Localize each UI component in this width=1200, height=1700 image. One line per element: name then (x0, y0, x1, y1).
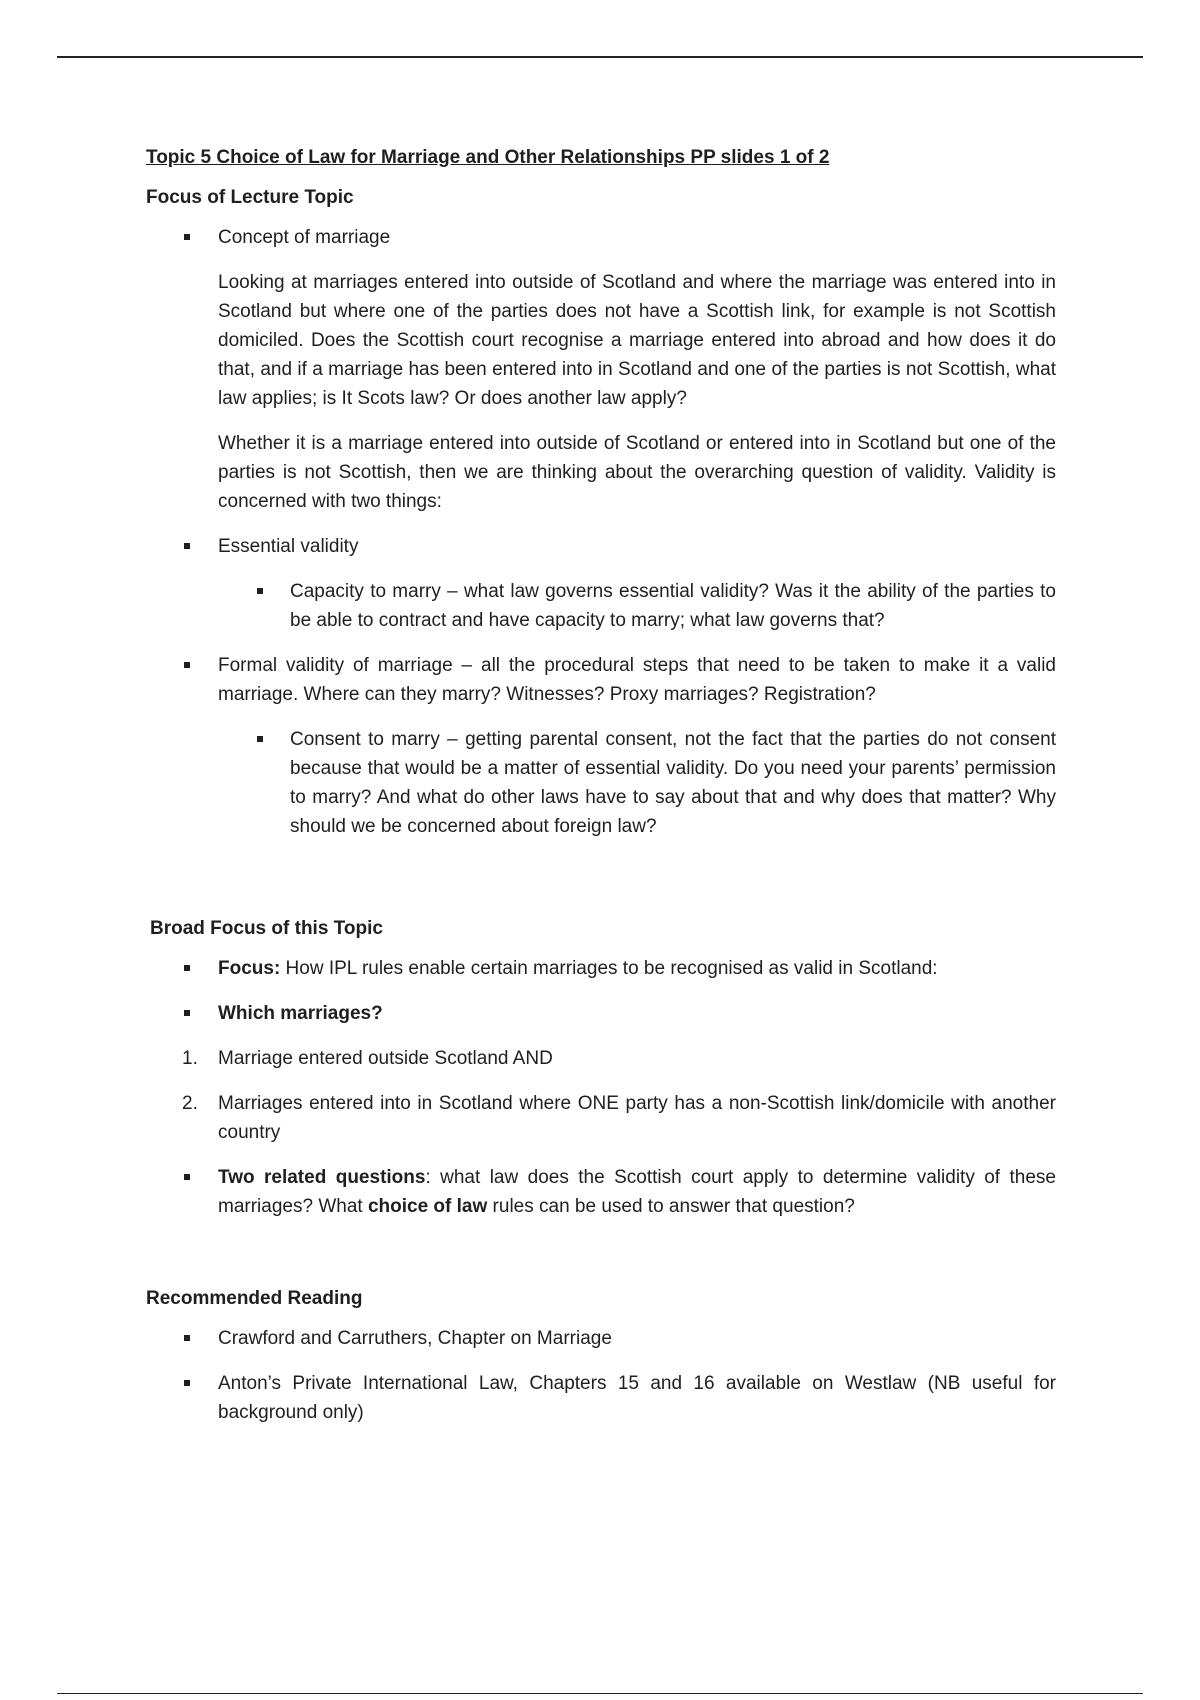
bullet-text: rules can be used to answer that question? (487, 1196, 855, 1217)
footer-rule (57, 1693, 1143, 1694)
document-body (146, 143, 1056, 1443)
bullet-square-icon (184, 1174, 190, 1180)
bullet-text: Essential validity (218, 536, 359, 557)
bullet-text: Consent to marry – getting parental consent, not the fact that the parties do not consent because that would be a matter of essential validity. Do you need your parents’ permission to marry? And what do other laws have to say about that and why does that matter? Why should we be concerned about foreign law? (290, 729, 1056, 837)
item-number: 2. (182, 1093, 198, 1114)
bullet-square-icon (184, 1380, 190, 1386)
bullet-square-icon (257, 736, 263, 742)
list-item (146, 1163, 1056, 1221)
bullet-square-icon (184, 543, 190, 549)
item-number: 1. (182, 1048, 198, 1069)
bullet-square-icon (184, 1010, 190, 1016)
document-title: Topic 5 Choice of Law for Marriage and Other Relationships PP slides 1 of 2 (146, 147, 830, 168)
list-item (146, 954, 1056, 983)
bullet-text: Concept of marriage (218, 227, 391, 248)
list-item (146, 1324, 1056, 1353)
paragraph: Whether it is a marriage entered into outside of Scotland or entered into in Scotland but one of the parties is not Scottish, then we are thinking about the overarching question of validity. Validity is concerned with two things: (218, 433, 1056, 512)
bullet-label: Focus: (218, 958, 281, 979)
bullet-text: Formal validity of marriage – all the procedural steps that need to be taken to make it a valid marriage. Where can they marry? Witnesses? Proxy marriages? Registration? (218, 655, 1056, 705)
bullet-label: Two related questions (218, 1167, 426, 1188)
bullet-square-icon (184, 1335, 190, 1341)
bullet-text: : what law does the Scottish court apply to determine validity of these marriages? What (218, 1167, 1056, 1217)
bullet-square-icon (184, 234, 190, 240)
list-item (146, 651, 1056, 709)
list-item (146, 532, 1056, 561)
bullet-square-icon (184, 965, 190, 971)
item-text: Marriage entered outside Scotland AND (218, 1048, 553, 1069)
header-rule (57, 56, 1143, 58)
list-item (146, 223, 1056, 252)
section-heading-broad: Broad Focus of this Topic (150, 918, 383, 939)
paragraph: Looking at marriages entered into outside of Scotland and where the marriage was entered into in Scotland but where one of the parties does not have a Scottish link, for example is not Scottish domiciled. Does the Scottish court recognise a marriage entered into abroad and how does it do that, and if a marriage has been entered into in Scotland and one of the parties is not Scottish, what law applies; is It Scots law? Or does another law apply? (218, 272, 1056, 409)
bullet-emphasis: choice of law (367, 1196, 488, 1217)
bullet-text: Capacity to marry – what law governs essential validity? Was it the ability of the parties to be able to contract and have capacity to marry; what law governs that? (290, 581, 1056, 631)
list-item (146, 577, 1056, 635)
list-item (146, 999, 1056, 1028)
numbered-item (146, 1089, 1056, 1147)
section-heading-reading: Recommended Reading (146, 1288, 363, 1309)
bullet-square-icon (257, 588, 263, 594)
list-item (146, 1369, 1056, 1427)
bullet-label: Which marriages? (218, 1003, 383, 1024)
section-heading-focus: Focus of Lecture Topic (146, 187, 354, 208)
bullet-text: How IPL rules enable certain marriages to be recognised as valid in Scotland: (280, 958, 938, 979)
list-item (146, 725, 1056, 841)
bullet-square-icon (184, 662, 190, 668)
bullet-text: Crawford and Carruthers, Chapter on Marriage (218, 1328, 612, 1349)
bullet-text: Anton’s Private International Law, Chapters 15 and 16 available on Westlaw (NB useful for background only) (218, 1373, 1056, 1423)
numbered-item (146, 1044, 1056, 1073)
item-text: Marriages entered into in Scotland where ONE party has a non-Scottish link/domicile with another country (218, 1093, 1056, 1143)
